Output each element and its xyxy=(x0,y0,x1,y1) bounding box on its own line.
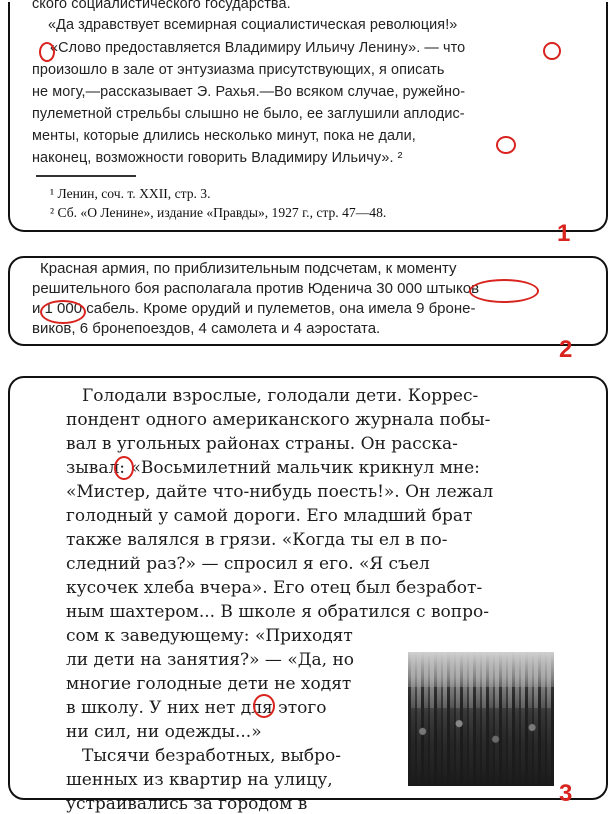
text-line: шенных из квартир на улицу, xyxy=(66,770,333,790)
text-line: Красная армия, по приблизительным подсчетам, к моменту xyxy=(40,260,457,277)
crowd-photo xyxy=(408,652,554,786)
text-line: Тысячи безработных, выбро- xyxy=(82,746,342,766)
excerpt-number-2: 2 xyxy=(559,336,573,363)
text-line: виков, 6 бронепоездов, 4 самолета и 4 аэростата. xyxy=(32,320,381,337)
text-line: ли дети на занятия?» — «Да, но xyxy=(66,650,355,670)
text-line: также валялся в грязи. «Когда ты ел в по- xyxy=(66,530,448,550)
text-line: ского социалистического государства. xyxy=(32,0,291,12)
excerpt-panel-2 xyxy=(8,256,608,346)
text-line: и 1 000 сабель. Кроме орудий и пулеметов, она имела 9 броне- xyxy=(32,300,476,317)
text-line: не могу,—рассказывает Э. Рахья.—Во всяком случае, ружейно- xyxy=(32,84,466,100)
footnote: ² Сб. «О Ленине», издание «Правды», 1927 г., стр. 47—48. xyxy=(50,205,387,220)
text-line: наконец, возможности говорить Владимиру Ильичу». ² xyxy=(32,150,403,166)
text-line: ным шахтером... В школе я обратился с вопро- xyxy=(66,602,489,622)
text-line: «Слово предоставляется Владимиру Ильичу Ленину». — что xyxy=(50,40,466,56)
excerpt-panel-3 xyxy=(8,376,608,814)
text-line: кусочек хлеба вчера». Его отец был безработ- xyxy=(66,578,483,598)
text-line: «Да здравствует всемирная социалистическая революция!» xyxy=(48,17,458,33)
highlight-circle xyxy=(40,300,86,324)
highlight-circle xyxy=(543,42,561,60)
text-line: вал в угольных районах страны. Он расска- xyxy=(66,434,458,454)
text-line: решительного боя располагала против Юденича 30 000 штыков xyxy=(32,280,480,297)
text-line: «Мистер, дайте что-нибудь поесть!». Он лежал xyxy=(66,482,494,502)
footnote: ¹ Ленин, соч. т. XXII, стр. 3. xyxy=(50,186,211,201)
text-line: в школу. У них нет для этого xyxy=(66,698,327,718)
text-line: устраивались за городом в xyxy=(66,794,308,814)
text-line: произошло в зале от энтузиазма присутствующих, я описать xyxy=(32,62,445,78)
excerpt-panel-1 xyxy=(8,2,608,232)
text-line: многие голодные дети не ходят xyxy=(66,674,352,694)
excerpt-number-3: 3 xyxy=(559,780,573,807)
text-line: Голодали взрослые, голодали дети. Коррес- xyxy=(82,386,479,406)
footnote-divider xyxy=(36,175,136,177)
highlight-circle xyxy=(496,136,516,154)
text-line: голодный у самой дороги. Его младший брат xyxy=(66,506,473,526)
highlight-circle xyxy=(253,694,275,718)
highlight-circle xyxy=(114,456,134,480)
text-line: пондент одного американского журнала побы- xyxy=(66,410,491,430)
text-line: ни сил, ни одежды...» xyxy=(66,722,262,742)
text-line: пулеметной стрельбы слышно не было, ее заглушили аплодис- xyxy=(32,106,465,122)
text-line: менты, которые длились несколько минут, пока не дали, xyxy=(32,128,416,144)
highlight-circle xyxy=(39,42,55,62)
text-line: следний раз?» — спросил я его. «Я съел xyxy=(66,554,430,574)
text-line: сом к заведующему: «Приходят xyxy=(66,626,353,646)
excerpt-number-1: 1 xyxy=(557,220,571,247)
photo-crowd xyxy=(408,708,554,786)
highlight-circle xyxy=(469,279,539,303)
photo-sky xyxy=(408,652,554,687)
text-line: зывал: «Восьмилетний мальчик крикнул мне: xyxy=(66,458,480,478)
